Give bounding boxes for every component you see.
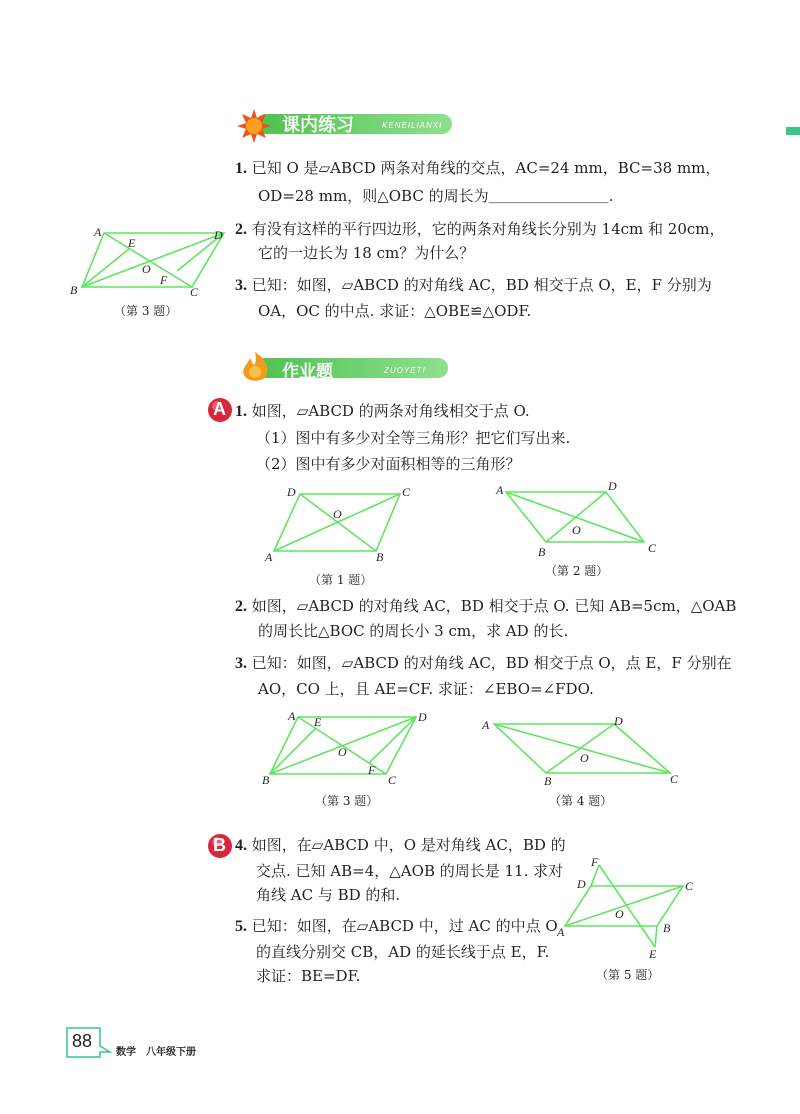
question-number: 1. xyxy=(235,160,247,177)
homework-q4-line3: 角线 AC 与 BD 的和. xyxy=(256,886,401,904)
label-d: D xyxy=(608,479,617,493)
label-b: B xyxy=(376,550,384,564)
label-o: O xyxy=(333,507,342,521)
label-c: C xyxy=(670,772,679,786)
question-text: 如图，▱ABCD 的对角线 AC，BD 相交于点 O. 已知 AB=5cm，△OAB xyxy=(251,597,737,615)
label-e: E xyxy=(649,947,657,961)
label-a: A xyxy=(265,550,273,564)
question-number: 5. xyxy=(235,918,247,935)
sun-icon xyxy=(236,108,272,144)
practice-q1 xyxy=(235,153,720,184)
question-number: 3. xyxy=(235,277,247,294)
homework-q2-line2: 的周长比△BOC 的周长小 3 cm，求 AD 的长. xyxy=(258,622,569,640)
question-number: 2. xyxy=(235,598,247,615)
question-text: 已知：如图，▱ABCD 的对角线 AC，BD 相交于点 O，点 E，F 分别在 xyxy=(251,654,732,672)
label-d: D xyxy=(614,714,623,728)
question-number: 2. xyxy=(235,221,247,238)
label-f: F xyxy=(368,763,376,777)
level-b-badge xyxy=(207,833,233,859)
homework-figure-5-caption: （第 5 题） xyxy=(596,968,660,982)
label-b: B xyxy=(663,921,671,935)
label-a: A xyxy=(288,709,296,723)
homework-figure-1 xyxy=(260,480,420,570)
label-c: C xyxy=(190,285,199,299)
label-a: A xyxy=(496,483,504,497)
badge-letter: A xyxy=(213,399,226,419)
question-number: 1. xyxy=(235,403,247,420)
practice-q2-line2: 它的一边长为 18 cm？为什么？ xyxy=(258,244,475,262)
label-o: O xyxy=(572,523,581,537)
page-number: 88 xyxy=(72,1031,93,1051)
question-text: 如图，在▱ABCD 中，O 是对角线 AC，BD 的 xyxy=(251,836,566,854)
label-o: O xyxy=(338,745,347,759)
section-banner-practice xyxy=(236,108,454,138)
question-text: 已知：如图，▱ABCD 的对角线 AC，BD 相交于点 O，E，F 分别为 xyxy=(251,276,712,294)
page-number-box xyxy=(66,1026,102,1056)
label-c: C xyxy=(648,541,657,555)
label-d: D xyxy=(287,485,296,499)
flame-icon xyxy=(238,350,272,384)
question-text: 如图，▱ABCD 的两条对角线相交于点 O. xyxy=(251,402,530,420)
level-a-badge xyxy=(207,397,233,423)
footer-book-title: 数学 八年级下册 xyxy=(116,1047,196,1058)
homework-figure-3 xyxy=(256,706,436,791)
homework-q1-part1: （1）图中有多少对全等三角形？把它们写出来. xyxy=(256,429,571,447)
banner-title: 作业题 xyxy=(282,362,333,382)
label-c: C xyxy=(685,879,694,893)
practice-q1-line2: OD=28 mm，则△OBC 的周长为＿＿＿＿＿＿＿＿. xyxy=(258,187,614,205)
question-number: 3. xyxy=(235,655,247,672)
practice-q3-line2: OA，OC 的中点. 求证：△OBE≌△ODF. xyxy=(258,302,532,320)
homework-q4-line2: 交点. 已知 AB=4，△AOB 的周长是 11. 求对 xyxy=(256,862,564,880)
homework-figure-1-caption: （第 1 题） xyxy=(309,573,373,587)
label-b: B xyxy=(544,774,552,788)
practice-figure-3 xyxy=(66,222,236,302)
question-text: 已知：如图，在▱ABCD 中，过 AC 的中点 O xyxy=(251,917,558,935)
label-a: A xyxy=(557,925,565,939)
banner-subtitle: KENEILIANXI xyxy=(382,121,443,130)
homework-q5-line2: 的直线分别交 CB，AD 的延长线于点 E，F. xyxy=(256,943,550,961)
banner-title: 课内练习 xyxy=(282,115,354,136)
label-c: C xyxy=(402,485,411,499)
badge-letter: B xyxy=(213,835,226,855)
homework-q3-line2: AO，CO 上，且 AE=CF. 求证：∠EBO=∠FDO. xyxy=(258,680,594,698)
label-e: E xyxy=(128,236,136,250)
label-a: A xyxy=(482,718,490,732)
label-f: F xyxy=(160,273,168,287)
homework-figure-4-caption: （第 4 题） xyxy=(549,794,613,808)
question-number: 4. xyxy=(235,837,247,854)
homework-figure-2-caption: （第 2 题） xyxy=(545,564,609,578)
label-a: A xyxy=(94,225,102,239)
homework-figure-4 xyxy=(480,710,685,790)
side-tab xyxy=(786,127,800,135)
homework-q1-part2: （2）图中有多少对面积相等的三角形？ xyxy=(256,455,521,473)
banner-subtitle: ZUOYETI xyxy=(384,366,426,375)
question-text: 有没有这样的平行四边形，它的两条对角线长分别为 14cm 和 20cm， xyxy=(251,220,725,238)
question-text: 已知 O 是▱ABCD 两条对角线的交点，AC=24 mm，BC=38 mm， xyxy=(251,159,721,177)
label-d: D xyxy=(418,710,427,724)
label-d: D xyxy=(577,877,586,891)
homework-q5-line3: 求证：BE=DF. xyxy=(256,967,361,985)
label-b: B xyxy=(262,773,270,787)
label-d: D xyxy=(214,228,223,242)
section-banner-homework xyxy=(236,350,450,384)
label-f: F xyxy=(591,855,599,869)
homework-figure-5 xyxy=(555,852,705,962)
label-o: O xyxy=(142,262,151,276)
label-e: E xyxy=(314,715,322,729)
label-c: C xyxy=(388,773,397,787)
homework-figure-2 xyxy=(490,476,670,561)
label-b: B xyxy=(70,283,78,297)
label-o: O xyxy=(580,751,589,765)
homework-figure-3-caption: （第 3 题） xyxy=(315,794,379,808)
label-b: B xyxy=(538,545,546,559)
practice-figure-3-caption: （第 3 题） xyxy=(114,304,178,318)
label-o: O xyxy=(615,907,624,921)
